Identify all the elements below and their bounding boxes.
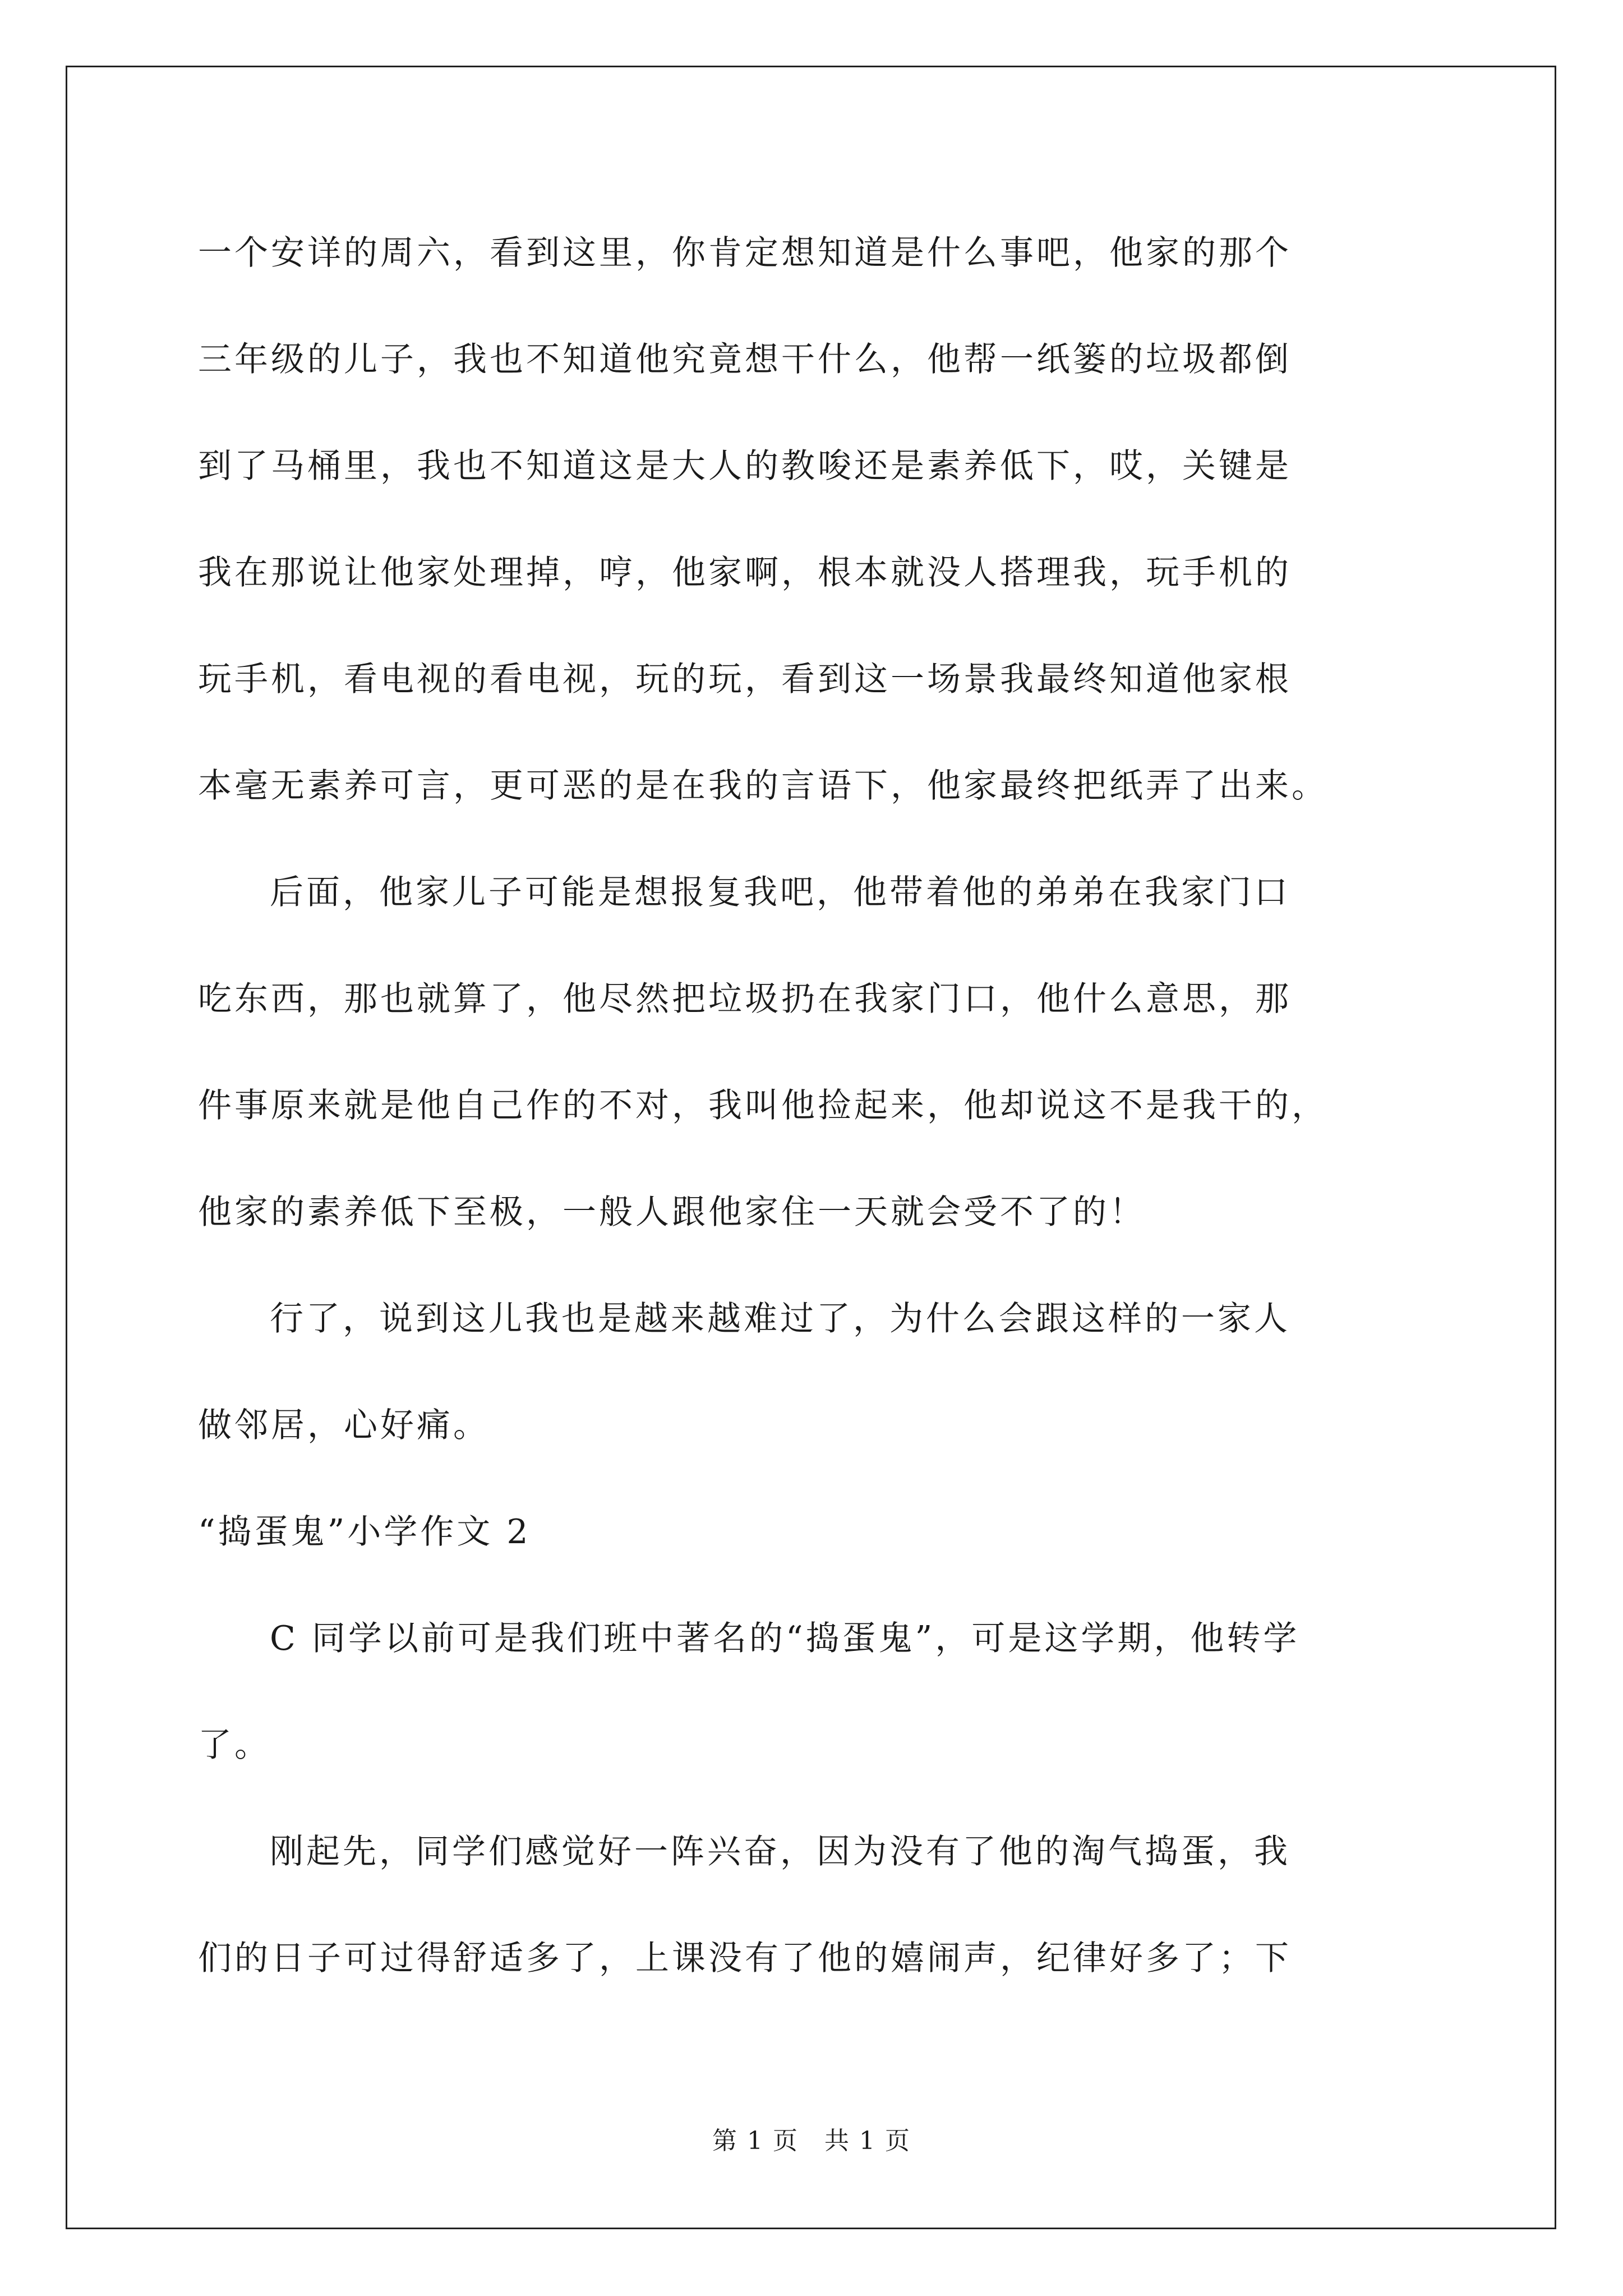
text-line: 我在那说让他家处理掉，哼，他家啊，根本就没人搭理我，玩手机的 xyxy=(198,553,1292,592)
paragraph-start-line: 后面，他家儿子可能是想报复我吧，他带着他的弟弟在我家门口 xyxy=(270,873,1290,912)
text-line: 三年级的儿子，我也不知道他究竟想干什么，他帮一纸篓的垃圾都倒 xyxy=(198,340,1292,379)
text-line: 一个安详的周六，看到这里，你肯定想知道是什么事吧，他家的那个 xyxy=(198,233,1292,273)
text-line: 了。 xyxy=(198,1726,271,1765)
paragraph-start-line: 行了，说到这儿我也是越来越难过了，为什么会跟这样的一家人 xyxy=(270,1299,1290,1338)
text-line: 玩手机，看电视的看电视，玩的玩，看到这一场景我最终知道他家根 xyxy=(198,660,1292,699)
document-body xyxy=(198,200,1443,2012)
paragraph-start-line: 刚起先，同学们感觉好一阵兴奋，因为没有了他的淘气捣蛋，我 xyxy=(270,1832,1290,1871)
text-line: 他家的素养低下至极，一般人跟他家住一天就会受不了的！ xyxy=(198,1193,1146,1232)
text-line: 们的日子可过得舒适多了，上课没有了他的嬉闹声，纪律好多了；下 xyxy=(198,1939,1292,1978)
text-line: 到了马桶里，我也不知道这是大人的教唆还是素养低下，哎，关键是 xyxy=(198,447,1292,486)
page-number-footer: 第 1 页 共 1 页 xyxy=(712,2127,911,2155)
section-heading: “捣蛋鬼”小学作文 2 xyxy=(198,1512,531,1552)
text-line: 吃东西，那也就算了，他尽然把垃圾扔在我家门口，他什么意思，那 xyxy=(198,979,1292,1019)
text-line: 件事原来就是他自己作的不对，我叫他捡起来，他却说这不是我干的， xyxy=(198,1086,1328,1125)
paragraph-start-line: C 同学以前可是我们班中著名的“捣蛋鬼”，可是这学期，他转学 xyxy=(270,1619,1300,1658)
text-line: 本毫无素养可言，更可恶的是在我的言语下，他家最终把纸弄了出来。 xyxy=(198,766,1328,806)
text-line: 做邻居，心好痛。 xyxy=(198,1406,490,1445)
